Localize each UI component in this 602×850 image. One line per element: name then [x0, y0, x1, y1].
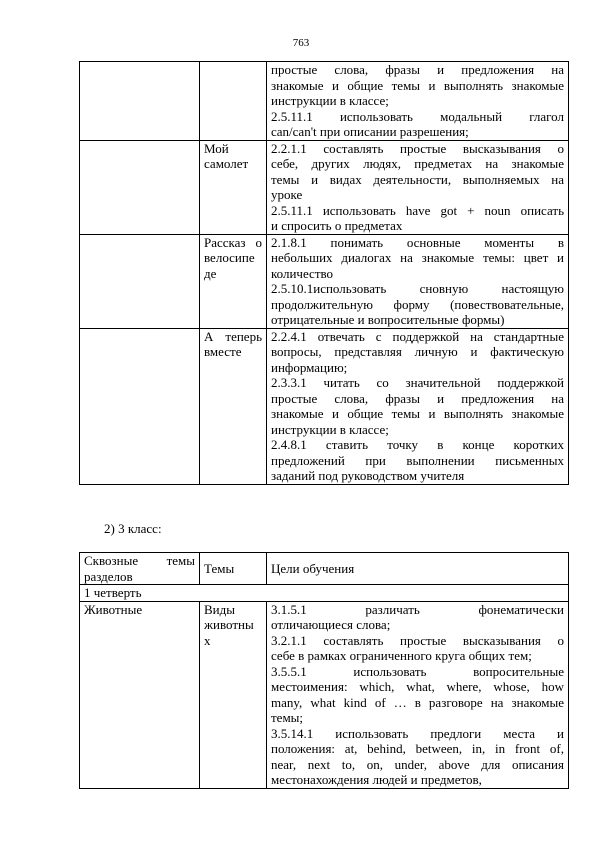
topic-cell	[200, 601, 267, 788]
topic-cell	[200, 234, 267, 328]
text-line: местоимения: which, what, where, whose, how	[271, 679, 564, 694]
text-line: 2.4.8.1 ставить точку в конце коротких	[271, 437, 564, 452]
text-line: темы;	[271, 710, 304, 725]
text-line: х	[204, 632, 211, 648]
text-line: самолет	[204, 156, 249, 171]
text-line: 3.2.1.1 составлять простые высказывания о	[271, 632, 564, 648]
text-line: себе в рамках ограниченного круга общих тем;	[271, 648, 532, 663]
text-line: 2.5.10.1использовать сновную настоящую	[271, 281, 564, 296]
text-line: 2.2.4.1 отвечать с поддержкой на стандартные	[271, 328, 564, 344]
text-line: 2.5.11.1 использовать have got + noun описать	[271, 202, 564, 218]
text-line: уроке	[271, 187, 303, 202]
text-line: 2.5.11.1 использовать модальный глагол	[271, 108, 564, 124]
text-line: near, next to, on, under, above для описания	[271, 756, 564, 772]
cross-cutting-theme-cell	[80, 62, 200, 141]
header-line: разделов	[84, 568, 133, 584]
text-line: предложений при выполнении письменных	[271, 452, 564, 468]
table-row	[80, 234, 569, 328]
text-line: Рассказ о	[204, 234, 262, 250]
table-row	[80, 601, 569, 788]
text-line: и спросить о предметах	[271, 218, 403, 233]
table-header-row	[80, 553, 569, 585]
curriculum-table-grade-3	[79, 552, 569, 789]
text-line: местонахождения людей и предметов,	[271, 772, 482, 787]
text-line: can/can't при описании разрешения;	[271, 124, 469, 139]
text-line: знакомые и общие темы и выполнять знакомые	[271, 77, 564, 93]
quarter-row	[80, 585, 569, 602]
text-line: де	[204, 265, 217, 281]
text-line: 3.5.14.1 использовать предлоги места и	[271, 725, 564, 741]
table-row	[80, 62, 569, 141]
text-line: вопросы, представляя личную и фактическую	[271, 344, 564, 359]
cross-cutting-theme-cell	[80, 140, 200, 234]
cross-cutting-theme-cell	[80, 234, 200, 328]
text-line: вместе	[204, 344, 242, 359]
text-line: many, what kind of … в разговоре на знакомые	[271, 694, 564, 710]
text-line: А теперь	[204, 328, 262, 344]
text-line: велосипе	[204, 250, 255, 265]
text-line: инструкции в классе;	[271, 93, 389, 108]
text-line: продолжительную форму (повествовательные,	[271, 296, 564, 312]
text-line: отличающиеся слова;	[271, 617, 391, 632]
text-line: 2.2.1.1 составлять простые высказывания о	[271, 140, 564, 156]
table-row	[80, 140, 569, 234]
goals-cell	[267, 62, 569, 141]
text-line: отрицательные и вопросительные формы)	[271, 312, 505, 327]
table-row	[80, 328, 569, 484]
text-line: Мой	[204, 140, 229, 156]
text-line: инструкции в классе;	[271, 421, 389, 437]
text-line: 3.5.5.1 использовать вопросительные	[271, 663, 564, 679]
text-line: информацию;	[271, 359, 348, 375]
text-line: положения: at, behind, between, in, in front of,	[271, 741, 564, 756]
text-line: знакомые и общие темы и выполнять знакомые	[271, 406, 564, 421]
header-line: Сквозные темы	[84, 553, 195, 568]
cross-cutting-theme-cell	[80, 328, 200, 484]
text-line: 3.1.5.1 различать фонематически	[271, 601, 564, 617]
cross-cutting-theme-cell: Животные	[80, 601, 200, 788]
topic-cell	[200, 328, 267, 484]
topic-cell	[200, 140, 267, 234]
text-line: количество	[271, 265, 334, 281]
text-line: заданий под руководством учителя	[271, 468, 465, 483]
text-line: Виды	[204, 601, 235, 617]
grade-3-caption: 2) 3 класс:	[104, 521, 162, 536]
text-line: темы и видах деятельности, выполняемых на	[271, 171, 564, 187]
goals-cell	[267, 328, 569, 484]
header-learning-goals: Цели обучения	[267, 553, 569, 585]
quarter-label: 1 четверть	[80, 585, 569, 602]
page-number: 763	[292, 37, 310, 49]
goals-cell	[267, 601, 569, 788]
header-topics: Темы	[200, 553, 267, 585]
header-cross-cutting-themes	[80, 553, 200, 585]
text-line: себе, других людях, предметах на знакомые	[271, 156, 564, 171]
curriculum-table-grade-2	[79, 61, 569, 485]
goals-cell	[267, 140, 569, 234]
text-line: животны	[204, 617, 254, 632]
text-line: простые слова, фразы и предложения на	[271, 390, 564, 406]
text-line: простые слова, фразы и предложения на	[271, 62, 564, 77]
topic-cell	[200, 62, 267, 141]
goals-cell	[267, 234, 569, 328]
text-line: небольших диалогах на знакомые темы: цвет и	[271, 250, 564, 265]
text-line: 2.3.3.1 читать со значительной поддержкой	[271, 375, 564, 390]
text-line: 2.1.8.1 понимать основные моменты в	[271, 234, 564, 250]
